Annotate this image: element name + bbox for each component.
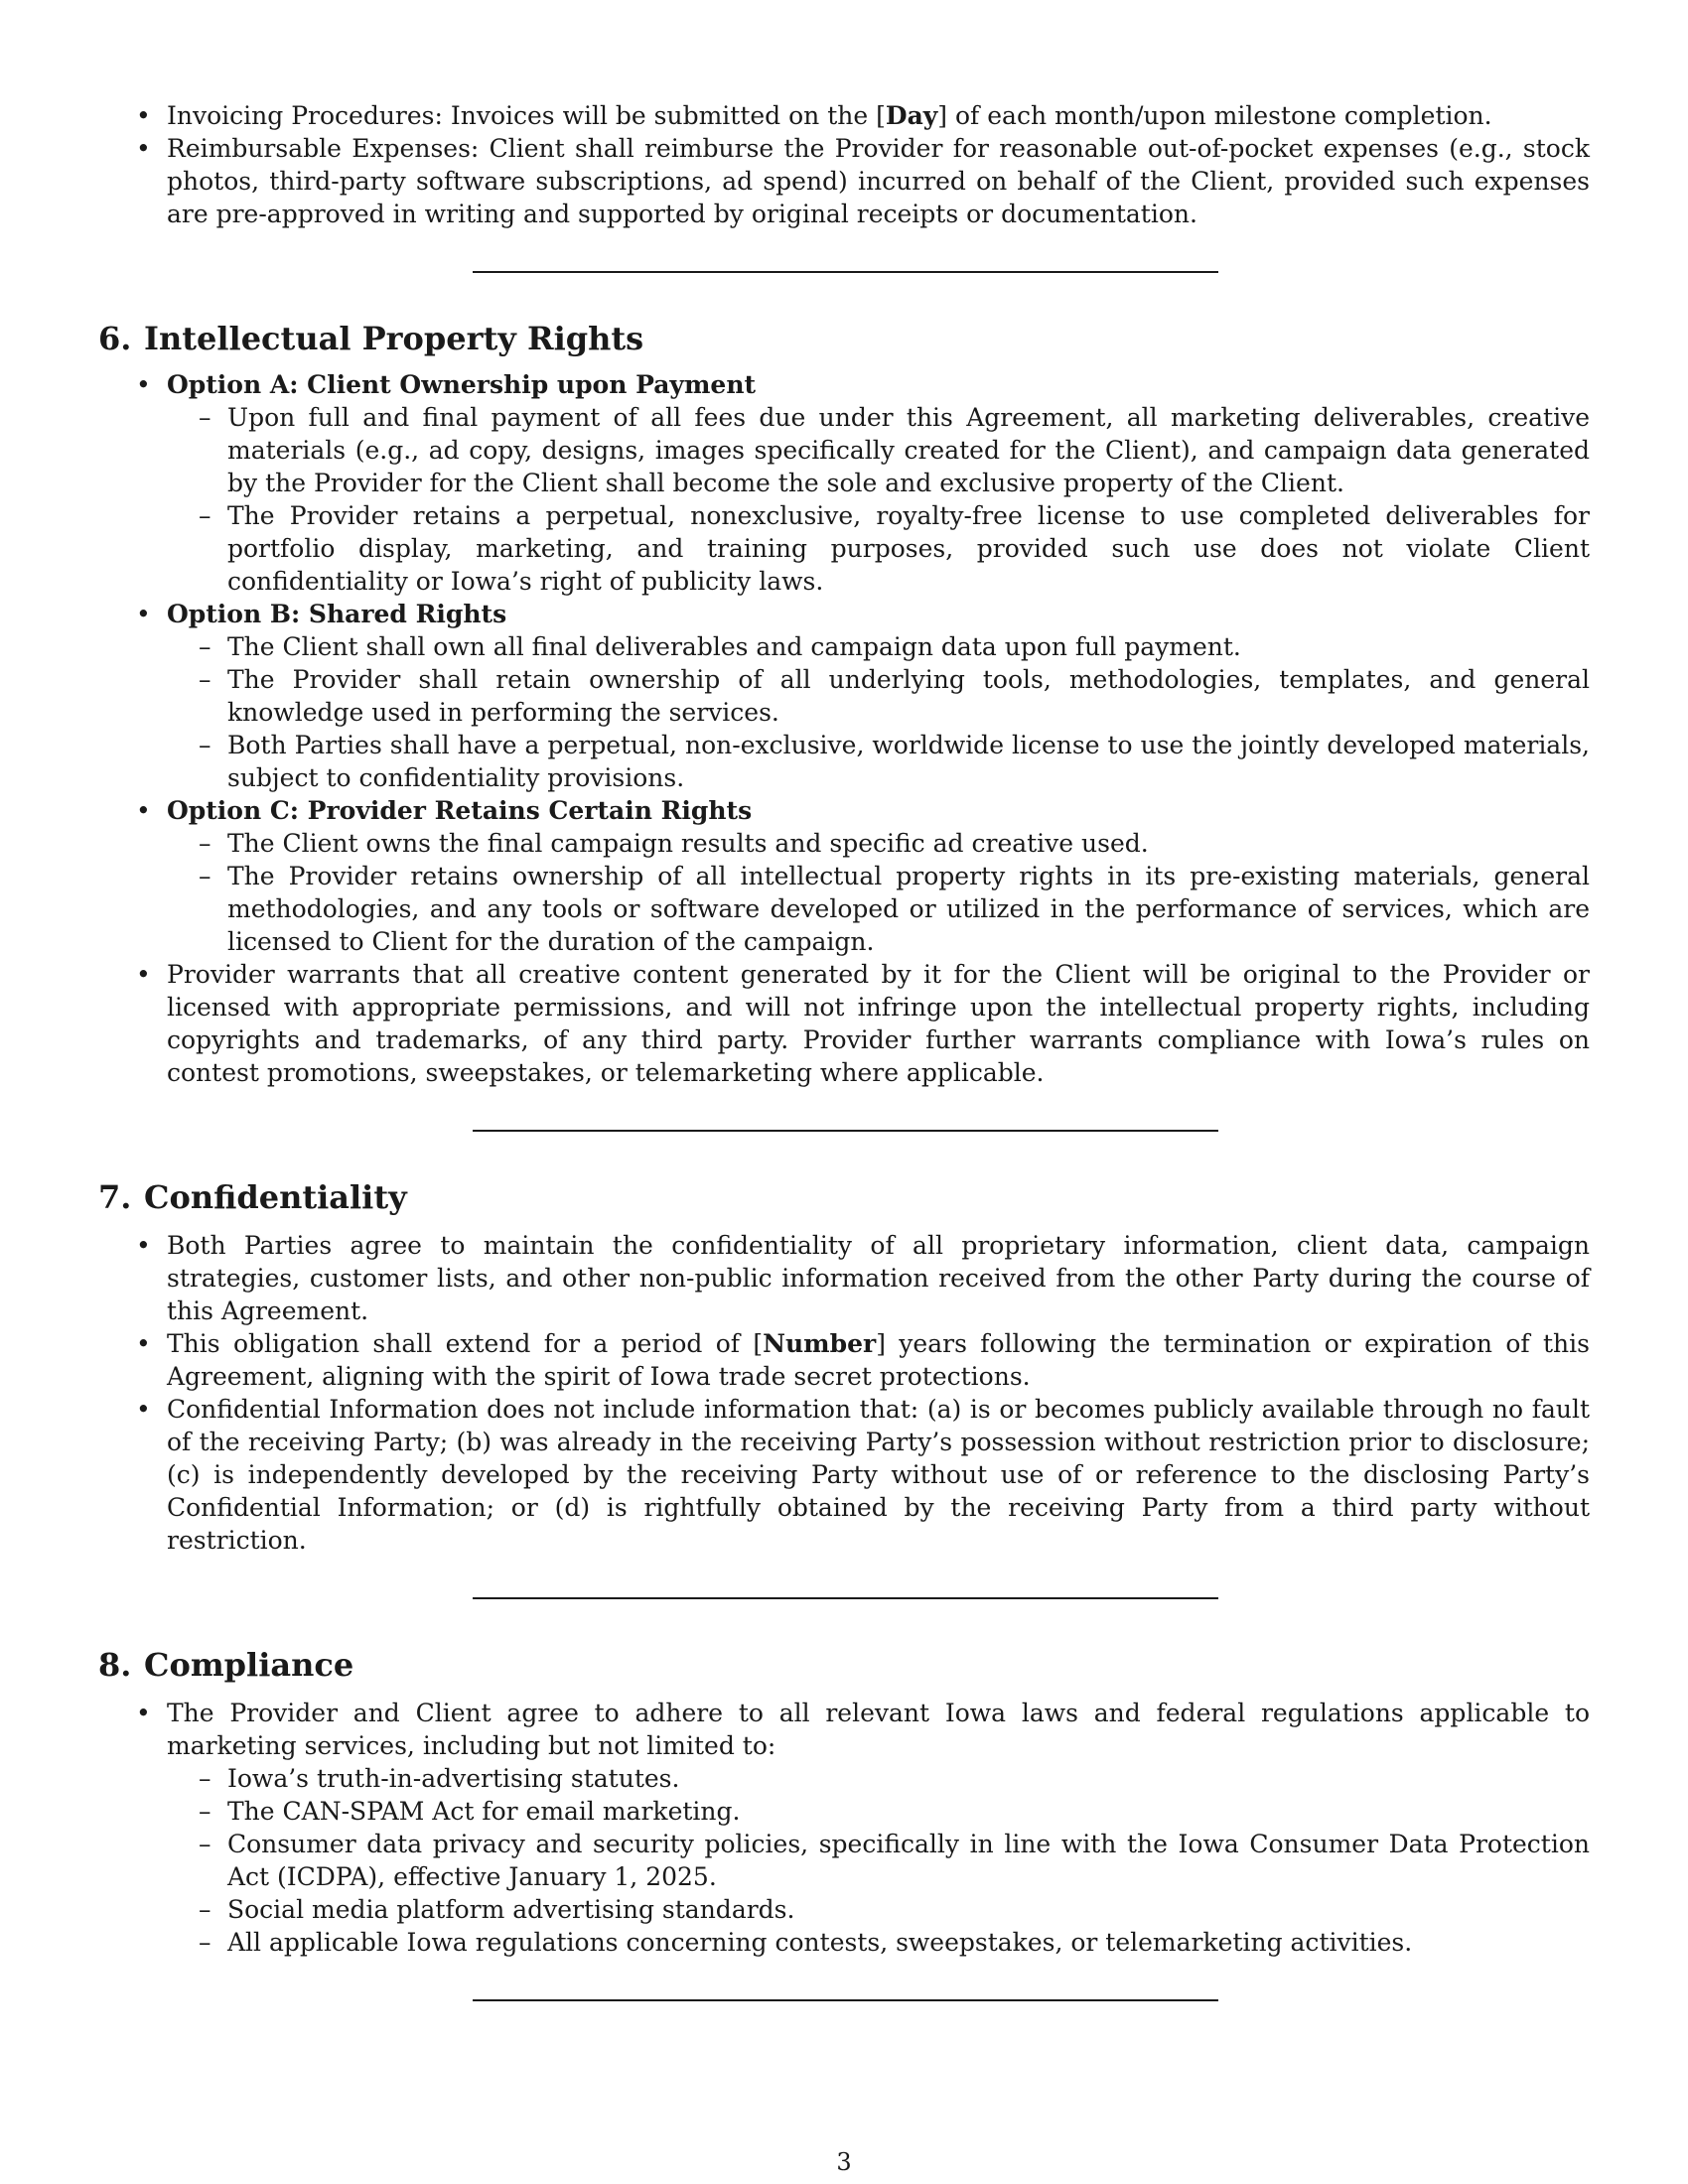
sublist-item xyxy=(167,1893,1590,1926)
page-content xyxy=(98,99,1590,2001)
warranty-text: Provider warrants that all creative content generated by it for the Client will be original to the Provider or licensed with appropriate permissions, and will not infringe upon the intellectual property rights, including copyrights and trademarks, of any third party. Provider further warrants compliance with Iowa’s rules on contest promotions, sweepstakes, or telemarketing where applicable. xyxy=(167,960,1590,1087)
list-item xyxy=(98,958,1590,1089)
option-a-title: Option A: Client Ownership upon Payment xyxy=(167,370,757,399)
option-c-item-text: The Provider retains ownership of all intellectual property rights in its pre-existing materials, general methodologies, and any tools or software developed or utilized in the performance of services, which are licensed to Client for the duration of the campaign. xyxy=(227,862,1590,956)
list-item xyxy=(98,99,1590,132)
sublist-item xyxy=(167,1926,1590,1959)
invoicing-text: Invoicing Procedures: Invoices will be submitted on the [ xyxy=(167,101,886,130)
number-placeholder: Number xyxy=(763,1329,877,1358)
list-item xyxy=(98,1327,1590,1393)
section-divider xyxy=(473,1999,1218,2001)
list-item xyxy=(98,368,1590,598)
section-title: Intellectual Property Rights xyxy=(144,320,644,357)
payment-terms-list xyxy=(98,99,1590,230)
section-heading xyxy=(98,1645,1590,1685)
compliance-item-text: The CAN-SPAM Act for email marketing. xyxy=(227,1797,741,1826)
sublist-item xyxy=(167,729,1590,794)
compliance-intro-text: The Provider and Client agree to adhere to all relevant Iowa laws and federal regulations applicable to marketing services, including but not limited to: xyxy=(167,1699,1590,1760)
section-divider xyxy=(473,1130,1218,1132)
compliance-item-text: All applicable Iowa regulations concerning contests, sweepstakes, or telemarketing activities. xyxy=(227,1928,1413,1957)
list-item xyxy=(98,794,1590,958)
section-number: 7. xyxy=(98,1178,132,1216)
sublist-item xyxy=(167,1828,1590,1893)
compliance-item-text: Social media platform advertising standards. xyxy=(227,1895,795,1924)
reimbursable-text: Reimbursable Expenses: Client shall reimburse the Provider for reasonable out-of-pocket expenses (e.g., stock photos, third-party software subscriptions, ad spend) incurred on behalf of the Client, provided such expenses are pre-approved in writing and supported by original receipts or documentation. xyxy=(167,134,1590,228)
sublist-item xyxy=(167,630,1590,663)
page-number: 3 xyxy=(836,2148,852,2176)
option-b-item-text: The Provider shall retain ownership of all underlying tools, methodologies, templates, and general knowledge used in performing the services. xyxy=(227,665,1590,727)
confidentiality-item-text-end: ] years following the termination or expiration of this Agreement, aligning with the spirit of Iowa trade secret protections. xyxy=(167,1329,1590,1391)
confidentiality-item-text: Confidential Information does not include information that: (a) is or becomes publicly available through no fault of the receiving Party; (b) was already in the receiving Party’s possession without restriction prior to disclosure; (c) is independently developed by the receiving Party without use of or reference to the disclosing Party’s Confidential Information; or (d) is rightfully obtained by the receiving Party from a third party without restriction. xyxy=(167,1395,1590,1555)
sublist-item xyxy=(167,1762,1590,1795)
sublist-item xyxy=(167,401,1590,499)
section-title: Confidentiality xyxy=(144,1178,407,1216)
option-c-item-text: The Client owns the final campaign results and specific ad creative used. xyxy=(227,829,1149,858)
list-item xyxy=(98,1393,1590,1557)
compliance-sublist xyxy=(167,1762,1590,1959)
section-number: 8. xyxy=(98,1646,132,1684)
sublist-item xyxy=(167,827,1590,860)
sublist-item xyxy=(167,860,1590,958)
option-a-item-text: Upon full and final payment of all fees due under this Agreement, all marketing deliverables, creative materials (e.g., ad copy, designs, images specifically created for the Client), and campaign data generated by the Provider for the Client shall become the sole and exclusive property of the Client. xyxy=(227,403,1590,497)
compliance-item-text: Consumer data privacy and security policies, specifically in line with the Iowa Consumer Data Protection Act (ICDPA), effective January 1, 2025. xyxy=(227,1830,1590,1891)
option-b-item-text: The Client shall own all final deliverables and campaign data upon full payment. xyxy=(227,632,1241,661)
option-c-sublist xyxy=(167,827,1590,958)
sublist-item xyxy=(167,499,1590,598)
list-item xyxy=(98,132,1590,230)
confidentiality-item-text: Both Parties agree to maintain the confidentiality of all proprietary information, client data, campaign strategies, customer lists, and other non-public information received from the other Party during the course of this Agreement. xyxy=(167,1231,1590,1325)
option-a-sublist xyxy=(167,401,1590,598)
section-number: 6. xyxy=(98,320,132,357)
list-item xyxy=(98,1229,1590,1327)
list-item xyxy=(98,1697,1590,1959)
option-b-sublist xyxy=(167,630,1590,794)
section-heading xyxy=(98,1177,1590,1217)
option-b-title: Option B: Shared Rights xyxy=(167,600,507,628)
invoicing-text-end: ] of each month/upon milestone completion. xyxy=(937,101,1492,130)
day-placeholder: Day xyxy=(885,101,938,130)
compliance-item-text: Iowa’s truth-in-advertising statutes. xyxy=(227,1764,680,1793)
section-divider xyxy=(473,1597,1218,1599)
sublist-item xyxy=(167,1795,1590,1828)
option-c-title: Option C: Provider Retains Certain Rights xyxy=(167,796,753,825)
sublist-item xyxy=(167,663,1590,729)
section-heading xyxy=(98,319,1590,358)
option-a-item-text: The Provider retains a perpetual, nonexclusive, royalty-free license to use completed deliverables for portfolio display, marketing, and training purposes, provided such use does not violate Client confidentiality or Iowa’s right of publicity laws. xyxy=(227,501,1590,596)
compliance-list xyxy=(98,1697,1590,1959)
option-b-item-text: Both Parties shall have a perpetual, non-exclusive, worldwide license to use the jointly developed materials, subject to confidentiality provisions. xyxy=(227,731,1590,792)
section-title: Compliance xyxy=(144,1646,354,1684)
confidentiality-list xyxy=(98,1229,1590,1557)
section-divider xyxy=(473,271,1218,273)
list-item xyxy=(98,598,1590,794)
ip-rights-list xyxy=(98,368,1590,1089)
confidentiality-item-text: This obligation shall extend for a period of [ xyxy=(167,1329,764,1358)
